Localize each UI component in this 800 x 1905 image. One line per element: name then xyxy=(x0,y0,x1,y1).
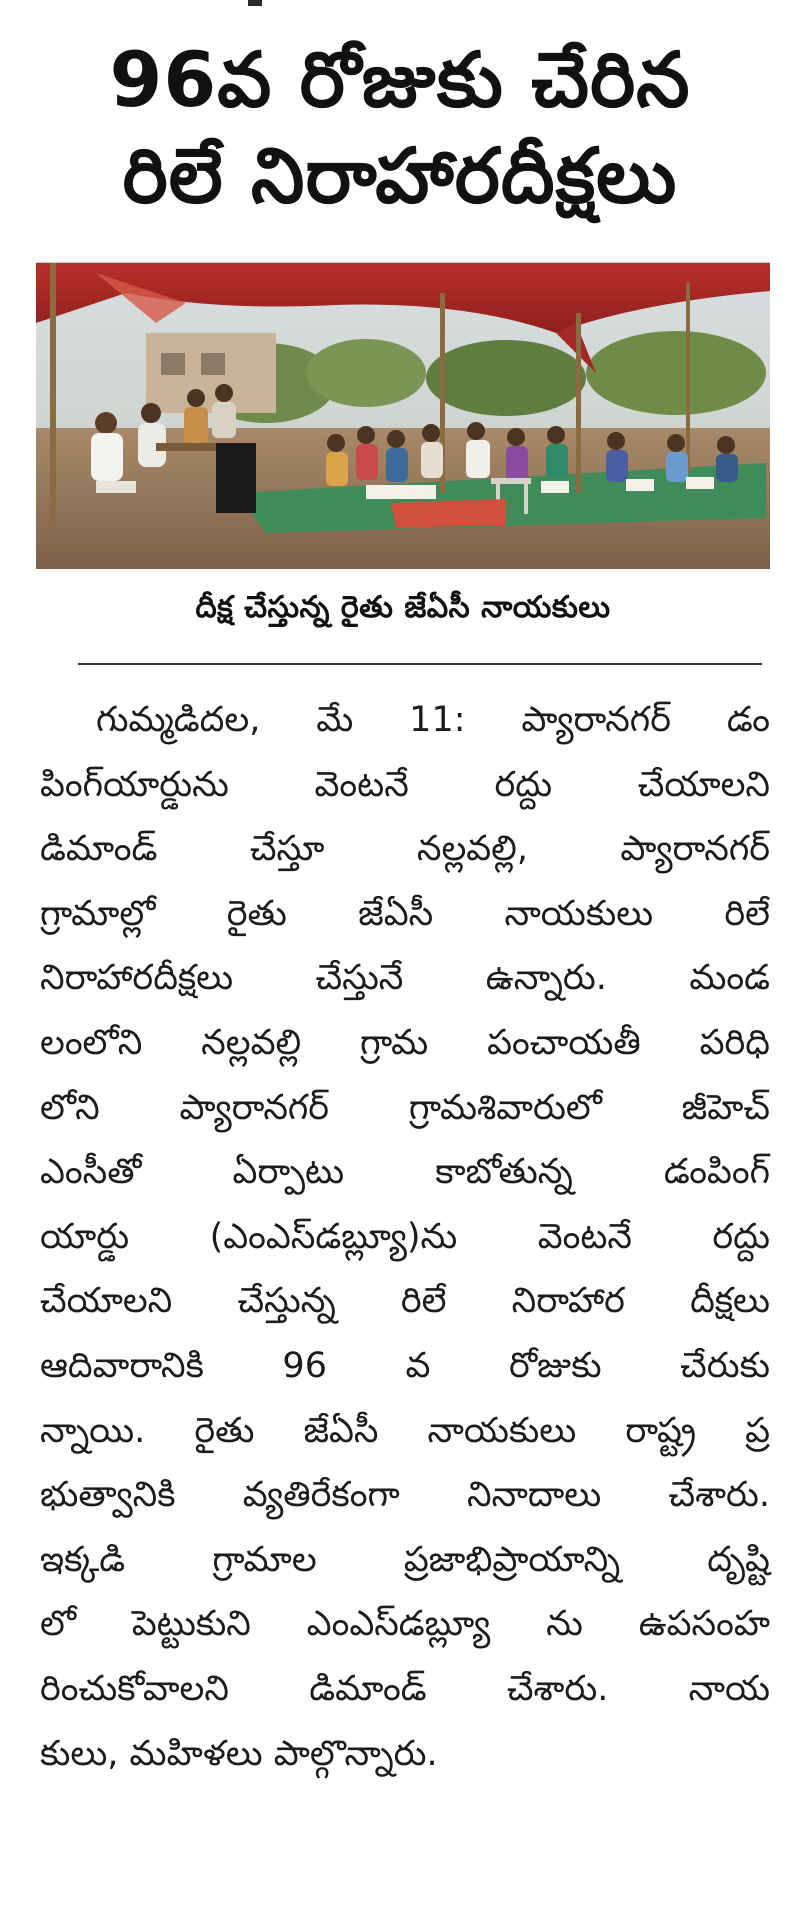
body-line: పింగ్‌యార్డును వెంటనే రద్దు చేయాలని xyxy=(40,764,770,805)
photo-caption: దీక్ష చేస్తున్న రైతు జేఏసీ నాయకులు xyxy=(195,590,611,625)
body-line: గుమ్మడిదల, మే 11: ప్యారానగర్ డం xyxy=(96,700,770,740)
body-line: లో పెట్టుకుని ఎంఎస్‌డబ్ల్యూ ను ఉపసంహ xyxy=(40,1604,770,1645)
body-line: లోని ప్యారానగర్ గ్రామశివారులో జీహెచ్ xyxy=(40,1087,770,1128)
protest-tent-photo xyxy=(36,263,770,569)
headline-line-1: 96వ రోజుకు చేరిన xyxy=(109,35,691,124)
body-line: భుత్వానికి వ్యతిరేకంగా నినాదాలు చేశారు. xyxy=(40,1475,770,1516)
body-line: డిమాండ్ చేస్తూ నల్లవల్లి, ప్యారానగర్ xyxy=(40,829,770,870)
body-line: ఎంసీతో ఏర్పాటు కాబోతున్న డంపింగ్ xyxy=(40,1152,770,1193)
body-line: చేయాలని చేస్తున్న రిలే నిరాహార దీక్షలు xyxy=(40,1281,770,1322)
news-photo xyxy=(36,262,770,569)
body-line: ఇక్కడి గ్రామాల ప్రజాభిప్రాయాన్ని దృష్టి xyxy=(40,1539,770,1580)
caption-divider xyxy=(78,663,762,665)
article-body xyxy=(40,688,770,1786)
body-line: గ్రామాల్లో రైతు జేఏసీ నాయకులు రిలే xyxy=(40,893,770,934)
top-edge-mark xyxy=(248,0,262,6)
headline-line-2: రిలే నిరాహారదీక్షలు xyxy=(122,131,678,220)
body-line: నిరాహారదీక్షలు చేస్తునే ఉన్నారు. మండ xyxy=(40,958,770,999)
body-line: ఆదివారానికి 96 వ రోజుకు చేరుకు xyxy=(40,1345,770,1386)
body-line: కులు, మహిళలు పాల్గొన్నారు. xyxy=(40,1733,438,1774)
body-line: యార్డు (ఎంఎస్‌డబ్ల్యూ)ను వెంటనే రద్దు xyxy=(40,1216,770,1257)
body-line: లంలోని నల్లవల్లి గ్రామ పంచాయతీ పరిధి xyxy=(40,1022,770,1063)
body-line: న్నాయి. రైతు జేఏసీ నాయకులు రాష్ట్ర ప్ర xyxy=(40,1410,770,1451)
body-line: రించుకోవాలని డిమాండ్ చేశారు. నాయ xyxy=(40,1668,770,1709)
